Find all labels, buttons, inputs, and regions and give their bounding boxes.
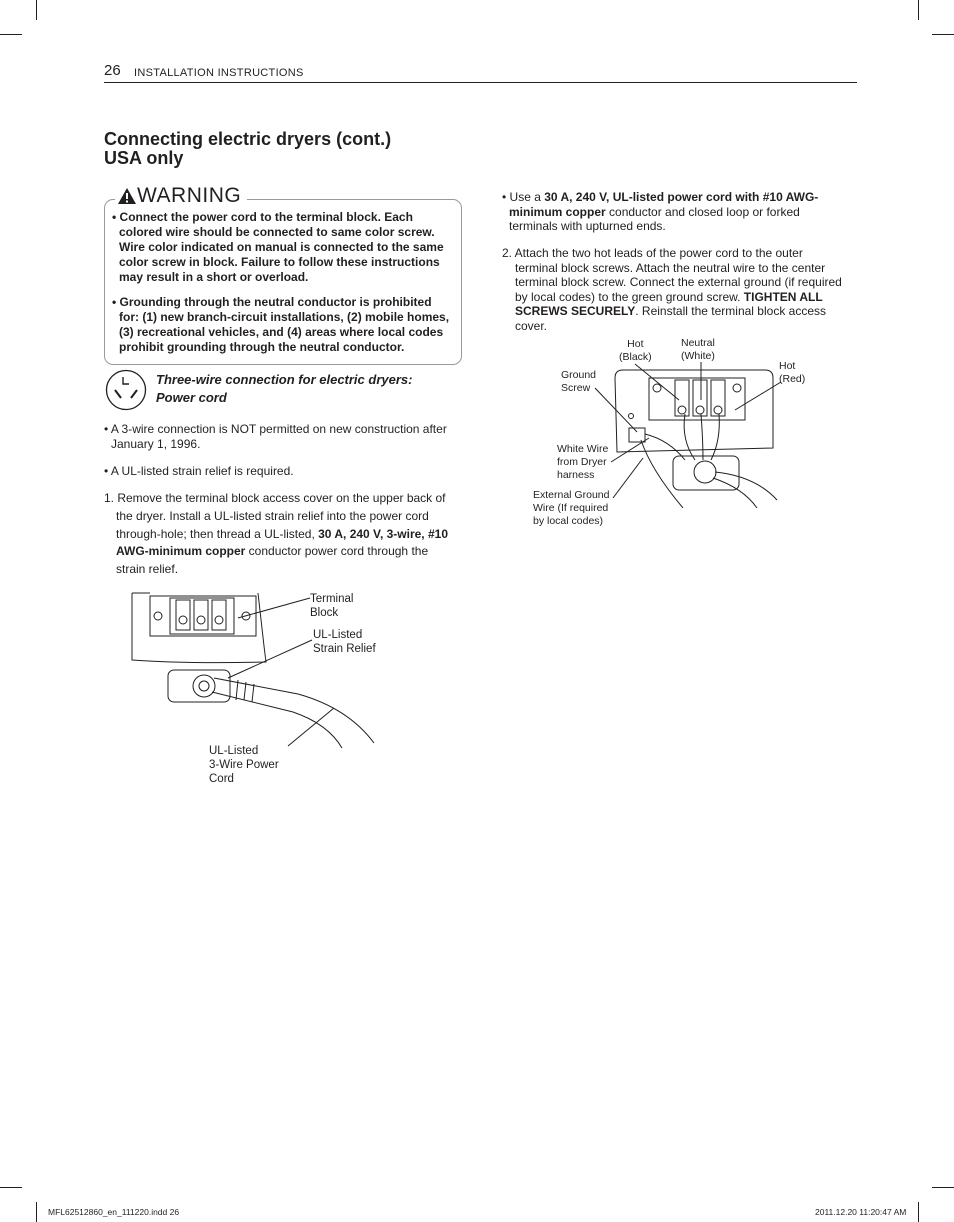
bullet-item: • A 3-wire connection is NOT permitted on new construction after January 1, 1996. xyxy=(104,422,447,451)
page-title: Connecting electric dryers (cont.) USA only xyxy=(104,129,392,168)
hot-red-label: Hot (Red) xyxy=(779,360,806,385)
three-prong-outlet-icon xyxy=(104,368,148,412)
crop-mark xyxy=(36,0,37,20)
warning-item: • Connect the power cord to the terminal block. Each colored wire should be connected to same color screw. Wire color indicated on manual is connected to the same color screw in block. Failure to follow these instructions may result in a short or overload. xyxy=(112,210,444,284)
crop-mark xyxy=(0,1187,22,1188)
crop-mark xyxy=(0,34,22,35)
page-number: 26 xyxy=(104,62,121,79)
step-2: 2. Attach the two hot leads of the power cord to the outer terminal block screws. Attach the neutral wire to the center terminal block screw. Connect the external ground (if required by local codes) to the green ground screw. TIGHTEN ALL SCREWS SECURELY. Reinstall the terminal block access cover. xyxy=(502,246,842,333)
footer-timestamp: 2011.12.20 11:20:47 AM xyxy=(815,1207,907,1217)
power-cord-bullet: • Use a 30 A, 240 V, UL-listed power cord with #10 AWG- minimum copper conductor and closed loop or forked terminals with upturned ends. xyxy=(502,190,819,233)
step-1: 1. Remove the terminal block access cover on the upper back of the dryer. Install a UL-listed strain relief into the power cord through-hole; then thread a UL-listed, 30 A, 240 V, 3-wire, #10 AWG-minimum copper conductor power cord through the strain relief. xyxy=(104,491,448,577)
crop-mark xyxy=(918,1202,919,1222)
footer-file: MFL62512860_en_111220.indd 26 xyxy=(48,1207,180,1217)
external-ground-label: External Ground Wire (If required by local codes) xyxy=(533,489,610,527)
crop-mark xyxy=(36,1202,37,1222)
neutral-label: Neutral (White) xyxy=(681,337,715,362)
warning-title: WARNING xyxy=(115,184,247,208)
bullet-item: • A UL-listed strain relief is required. xyxy=(104,464,294,478)
terminal-block-label: Terminal Block xyxy=(310,593,354,619)
ground-screw-label: Ground Screw xyxy=(561,369,597,394)
header-rule xyxy=(104,82,857,83)
crop-mark xyxy=(918,0,919,20)
warning-item: • Grounding through the neutral conductor is prohibited for: (1) new branch-circuit installations, (2) mobile homes, (3) recreational vehicles, and (4) areas where local codes prohibit grounding through the neutral conductor. xyxy=(112,295,450,354)
crop-mark xyxy=(932,1187,954,1188)
power-cord-label: UL-Listed 3-Wire Power Cord xyxy=(209,745,279,785)
section-label: INSTALLATION INSTRUCTIONS xyxy=(134,67,304,79)
hot-black-label: Hot (Black) xyxy=(619,338,652,363)
strain-relief-label: UL-Listed Strain Relief xyxy=(313,629,376,655)
four-wire-diagram xyxy=(585,360,785,508)
three-wire-heading: Three-wire connection for electric dryers: Power cord xyxy=(156,372,413,405)
crop-mark xyxy=(932,34,954,35)
white-wire-label: White Wire from Dryer harness xyxy=(557,443,609,481)
warning-icon xyxy=(117,187,137,205)
